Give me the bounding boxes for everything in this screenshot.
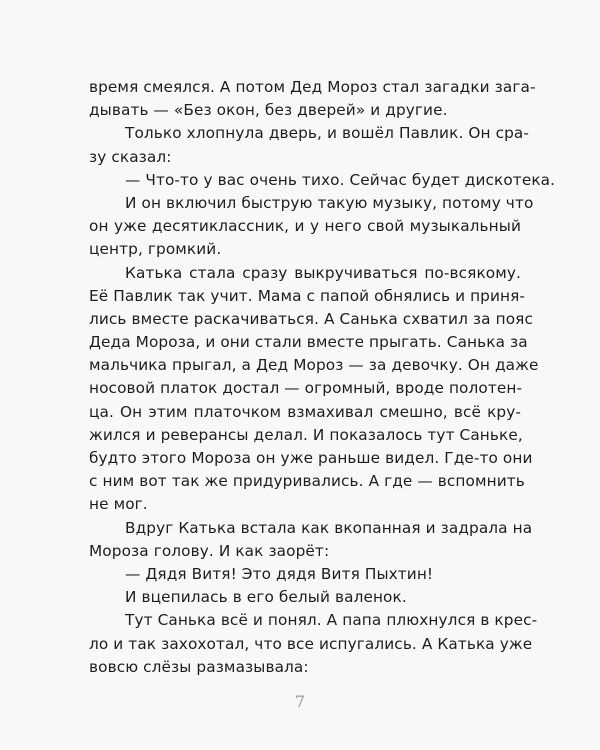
text-line: Её Павлик так учит. Мама с папой обнялись и приня- xyxy=(89,286,526,305)
text-line: вовсю слёзы размазывала: xyxy=(89,657,309,676)
text-line: жился и реверансы делал. И показалось тут Саньке, xyxy=(89,425,523,444)
text-line: он уже десятиклассник, и у него свой музыкальный xyxy=(89,217,521,236)
body-text xyxy=(89,76,556,679)
text-line: с ним вот так же придуривались. А где — вспомнить xyxy=(89,472,525,491)
text-line: будто этого Мороза он уже раньше видел. Где-то они xyxy=(89,449,533,467)
text-line: Только хлопнула дверь, и вошёл Павлик. Он сра- xyxy=(125,124,529,143)
text-line: Вдруг Катька встала как вкопанная и задрала на xyxy=(125,518,533,537)
text-line: центр, громкий. xyxy=(89,240,222,259)
text-line: дывать — «Без окон, без дверей» и другие. xyxy=(89,101,448,120)
text-line: Катька стала сразу выкручиваться по-всякому. xyxy=(125,263,521,282)
text-line: ло и так захохотал, что все испугались. А Катька уже xyxy=(89,634,533,653)
text-line: Тут Санька всё и понял. А папа плюхнулся в крес- xyxy=(125,611,538,630)
text-line: зу сказал: xyxy=(89,147,172,166)
text-line: не мог. xyxy=(89,495,148,514)
text-line: И он включил быструю такую музыку, потому что xyxy=(125,193,534,212)
text-line: время смеялся. А потом Дед Мороз стал загадки зага- xyxy=(89,78,536,96)
text-line: мальчика прыгал, а Дед Мороз — за девочку. Он даже xyxy=(89,356,539,375)
text-line: ца. Он этим платочком взмахивал смешно, всё кру- xyxy=(89,402,521,421)
text-line: носовой платок достал — огромный, вроде полотен- xyxy=(89,379,523,398)
text-line: — Дядя Витя! Это дядя Витя Пыхтин! xyxy=(125,564,434,583)
text-line: — Что-то у вас очень тихо. Сейчас будет дискотека. xyxy=(125,170,556,189)
text-line: лись вместе раскачиваться. А Санька схватил за пояс xyxy=(89,309,533,328)
page-number: 7 xyxy=(294,692,306,711)
text-line: И вцепилась в его белый валенок. xyxy=(125,588,407,607)
text-line: Деда Мороза, и они стали вместе прыгать. Санька за xyxy=(89,333,528,352)
text-line: Мороза голову. И как заорёт: xyxy=(89,541,330,560)
